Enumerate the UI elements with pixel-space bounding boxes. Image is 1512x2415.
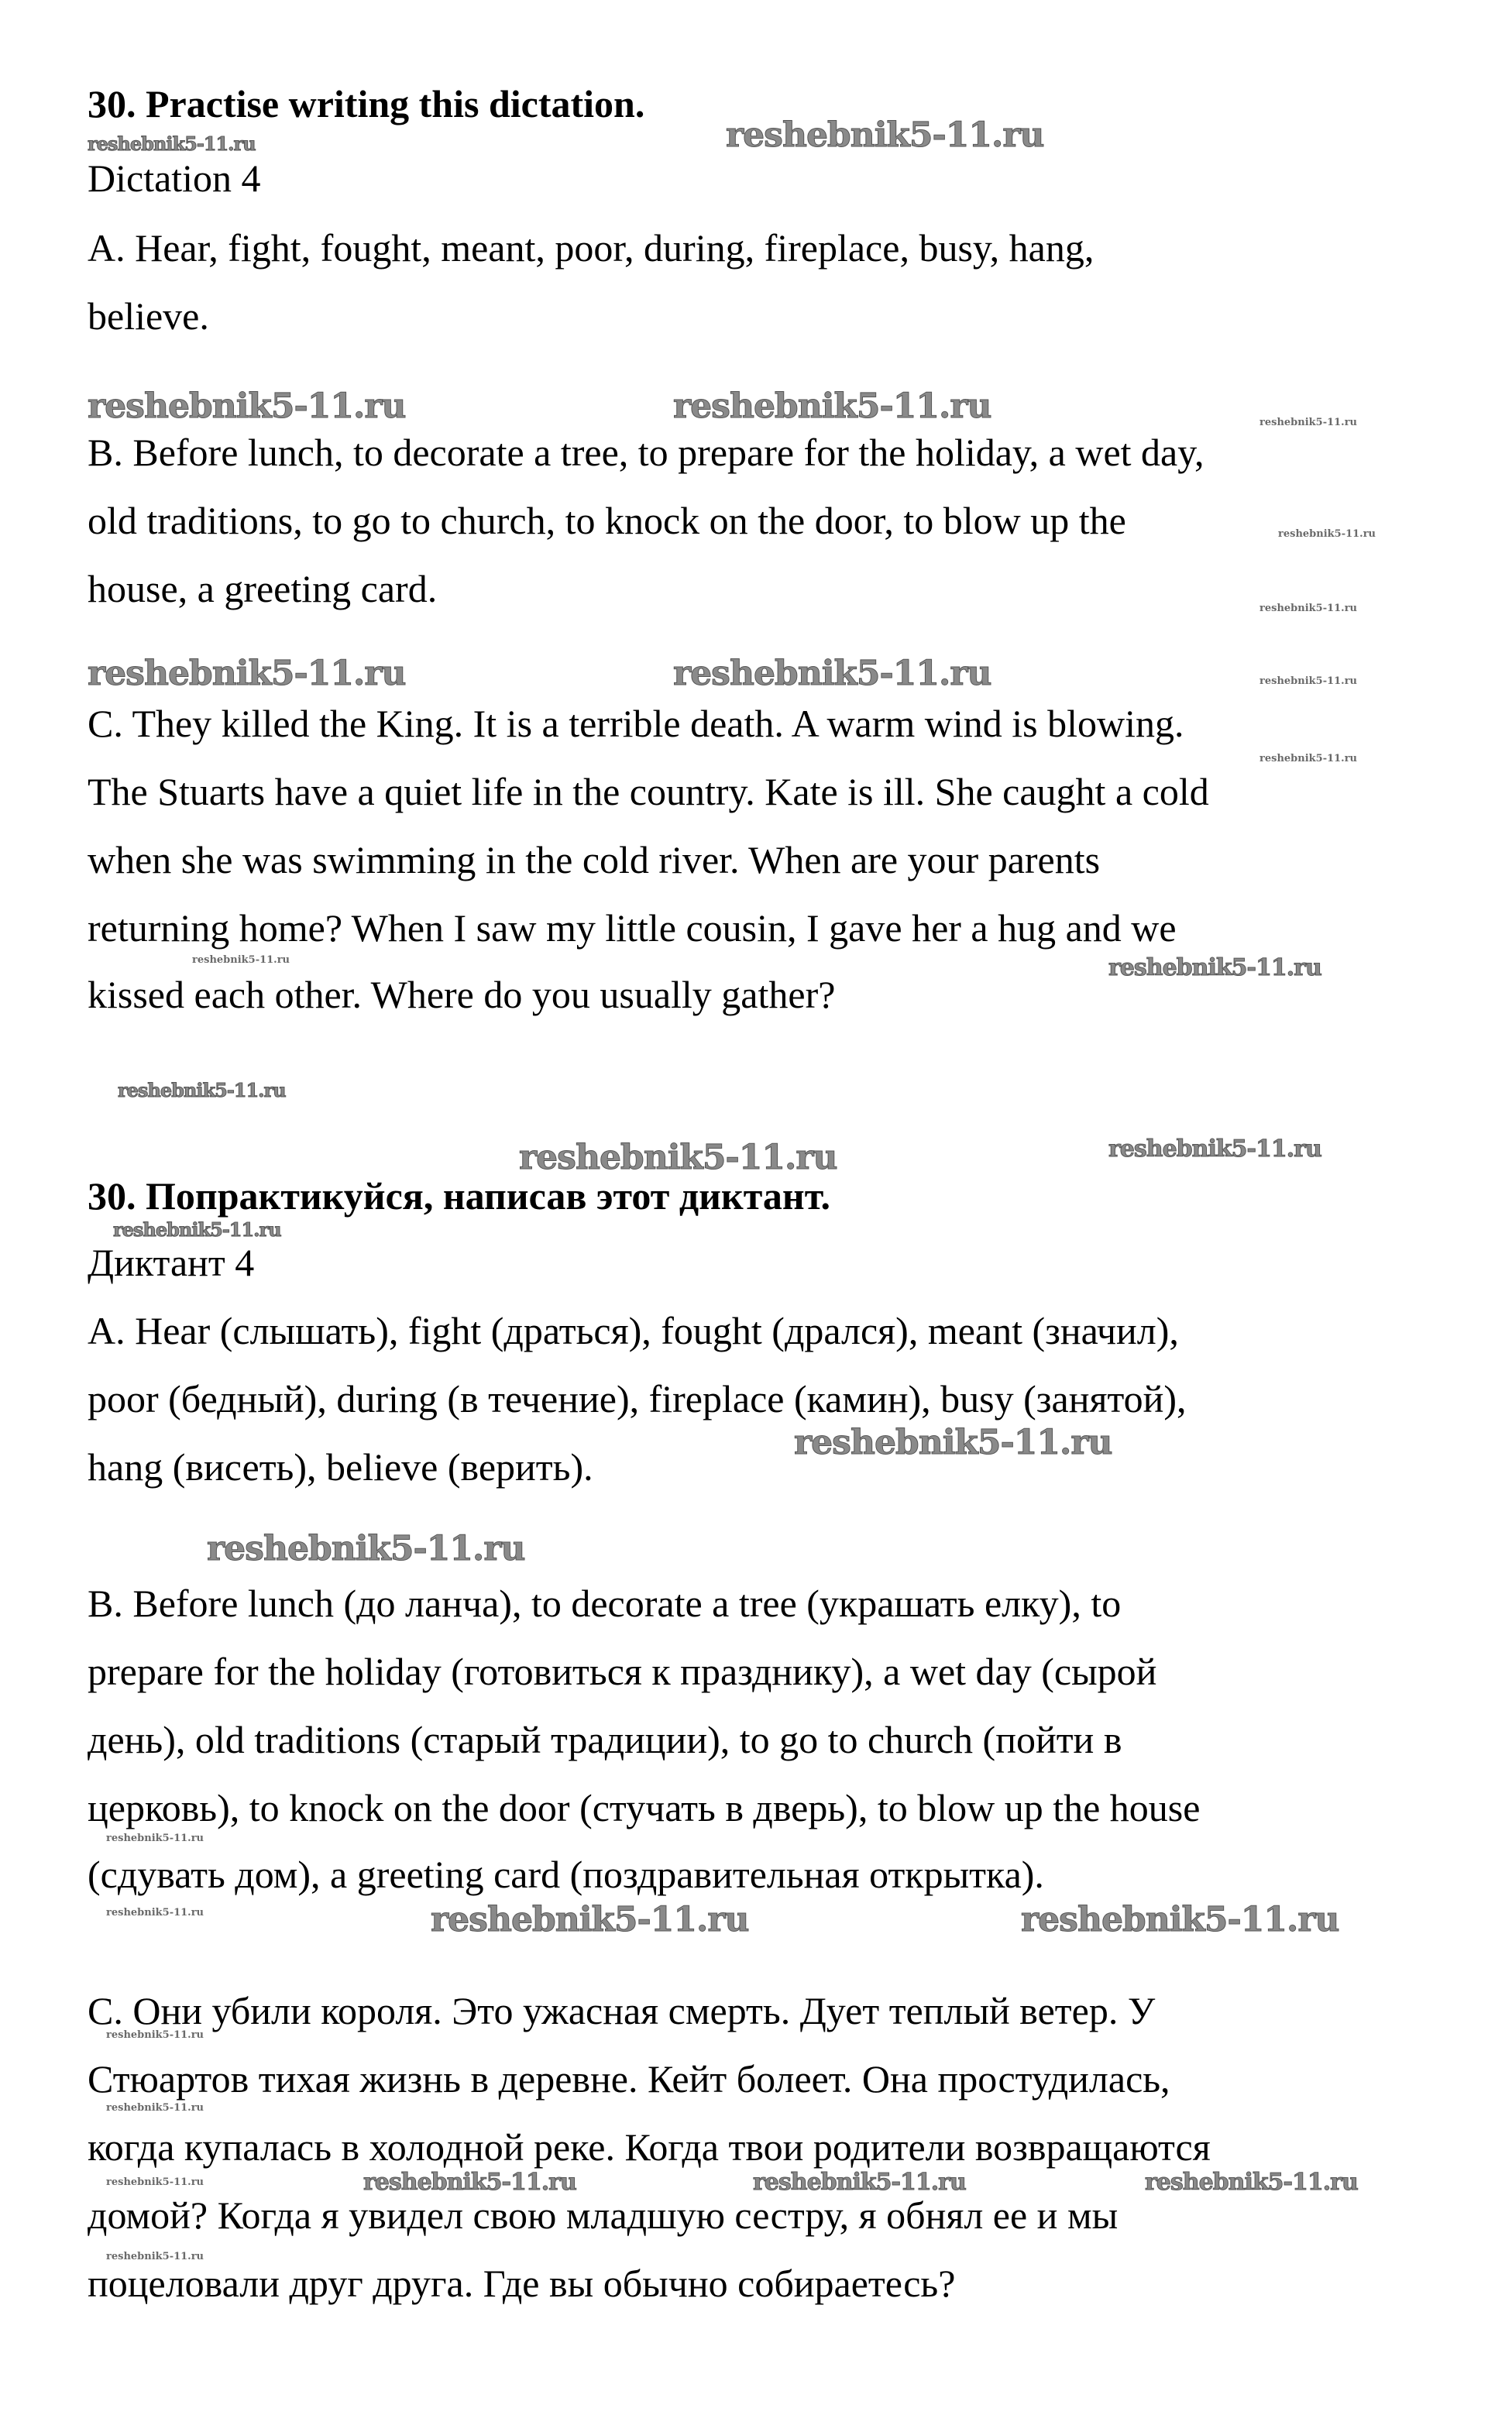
text-line: когда купалась в холодной реке. Когда твои родители возвращаются xyxy=(88,2125,1211,2169)
text-line: hang (висеть), believe (верить). xyxy=(88,1445,593,1489)
watermark: reshebnik5-11.ru xyxy=(106,1907,204,1919)
text-line: C. They killed the King. It is a terrible death. A warm wind is blowing. xyxy=(88,702,1184,745)
text-line: A. Hear (слышать), fight (драться), fought (дрался), meant (значил), xyxy=(88,1309,1179,1352)
russian-heading: 30. Попрактикуйся, написав этот диктант. xyxy=(88,1174,831,1218)
text-line: house, a greeting card. xyxy=(88,567,438,610)
text-line: Стюартов тихая жизнь в деревне. Кейт болеет. Она простудилась, xyxy=(88,2057,1170,2101)
text-line: when she was swimming in the cold river. When are your parents xyxy=(88,838,1101,881)
watermark: reshebnik5-11.ru xyxy=(207,1529,525,1568)
watermark: reshebnik5-11.ru xyxy=(1021,1900,1339,1939)
watermark: reshebnik5-11.ru xyxy=(1259,603,1358,614)
text-line: С. Они убили короля. Это ужасная смерть. Дует теплый ветер. У xyxy=(88,1989,1156,2032)
watermark: reshebnik5-11.ru xyxy=(673,654,991,693)
text-line: old traditions, to go to church, to knock on the door, to blow up the xyxy=(88,499,1126,542)
watermark: reshebnik5-11.ru xyxy=(1259,417,1358,428)
russian-subheading: Диктант 4 xyxy=(88,1241,255,1284)
watermark: reshebnik5-11.ru xyxy=(118,1079,286,1101)
watermark: reshebnik5-11.ru xyxy=(726,115,1044,155)
watermark: reshebnik5-11.ru xyxy=(88,132,256,155)
text-line: returning home? When I saw my little cousin, I gave her a hug and we xyxy=(88,906,1177,950)
watermark: reshebnik5-11.ru xyxy=(519,1138,837,1177)
text-line: A. Hear, fight, fought, meant, poor, during, fireplace, busy, hang, xyxy=(88,226,1094,270)
watermark: reshebnik5-11.ru xyxy=(673,386,991,426)
text-line: B. Before lunch (до ланча), to decorate a tree (украшать елку), to xyxy=(88,1582,1122,1625)
watermark: reshebnik5-11.ru xyxy=(753,2169,966,2196)
text-line: церковь), to knock on the door (стучать в дверь), to blow up the house xyxy=(88,1786,1201,1829)
text-line: домой? Когда я увидел свою младшую сестру, я обнял ее и мы xyxy=(88,2193,1119,2237)
watermark: reshebnik5-11.ru xyxy=(106,1833,204,1844)
watermark: reshebnik5-11.ru xyxy=(794,1423,1112,1462)
text-line: B. Before lunch, to decorate a tree, to prepare for the holiday, a wet day, xyxy=(88,431,1204,474)
watermark: reshebnik5-11.ru xyxy=(106,2251,204,2262)
watermark: reshebnik5-11.ru xyxy=(1278,528,1376,540)
watermark: reshebnik5-11.ru xyxy=(1108,954,1321,981)
text-line: kissed each other. Where do you usually gather? xyxy=(88,973,836,1016)
watermark: reshebnik5-11.ru xyxy=(106,2102,204,2114)
watermark: reshebnik5-11.ru xyxy=(363,2169,576,2196)
watermark: reshebnik5-11.ru xyxy=(1145,2169,1358,2196)
text-line: день), old traditions (старый традиции), to go to church (пойти в xyxy=(88,1718,1122,1761)
watermark: reshebnik5-11.ru xyxy=(1259,675,1358,687)
watermark: reshebnik5-11.ru xyxy=(431,1900,749,1939)
text-line: poor (бедный), during (в течение), fireplace (камин), busy (занятой), xyxy=(88,1377,1187,1420)
text-line: believe. xyxy=(88,294,209,338)
watermark: reshebnik5-11.ru xyxy=(106,2029,204,2041)
english-subheading: Dictation 4 xyxy=(88,156,261,200)
watermark: reshebnik5-11.ru xyxy=(1108,1135,1321,1163)
watermark: reshebnik5-11.ru xyxy=(88,386,406,426)
text-line: (сдувать дом), a greeting card (поздравительная открытка). xyxy=(88,1853,1044,1896)
watermark: reshebnik5-11.ru xyxy=(106,2176,204,2188)
watermark: reshebnik5-11.ru xyxy=(1259,753,1358,764)
watermark: reshebnik5-11.ru xyxy=(88,654,406,693)
text-line: The Stuarts have a quiet life in the country. Kate is ill. She caught a cold xyxy=(88,770,1209,813)
text-line: prepare for the holiday (готовиться к празднику), a wet day (сырой xyxy=(88,1650,1157,1693)
text-line: поцеловали друг друга. Где вы обычно собираетесь? xyxy=(88,2262,956,2305)
english-heading: 30. Practise writing this dictation. xyxy=(88,82,645,125)
watermark: reshebnik5-11.ru xyxy=(113,1218,281,1241)
watermark: reshebnik5-11.ru xyxy=(192,954,290,966)
